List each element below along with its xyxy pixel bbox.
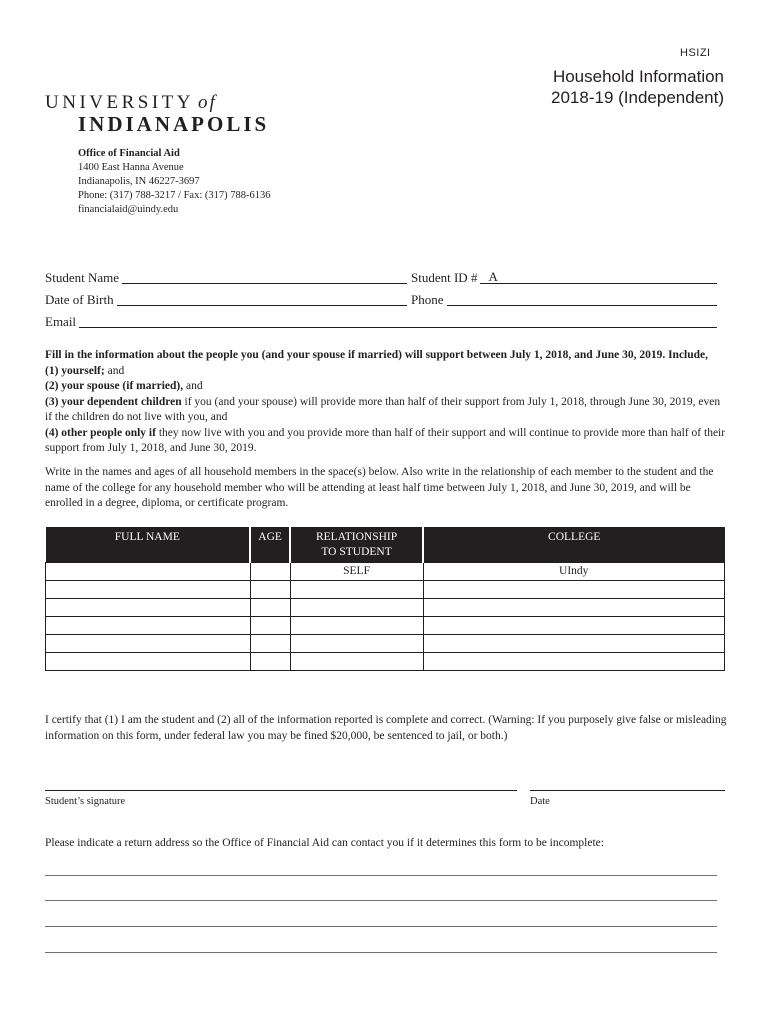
col-full-name: FULL NAME (46, 527, 251, 563)
student-name-field[interactable] (122, 270, 407, 284)
col-relationship: RELATIONSHIP TO STUDENT (290, 527, 423, 563)
household-instructions: Write in the names and ages of all household members in the space(s) below. Also write in the relationship of each member to the student and the name of the college for any household member who will be attending at least half time between July 1, 2018, and June 30, 2019, and will be enrolled in a degree, diploma, or certificate program. (45, 466, 714, 509)
office-phone-fax: Phone: (317) 788-3217 / Fax: (317) 788-6136 (78, 190, 271, 201)
return-address-line[interactable] (45, 952, 717, 953)
student-id-field[interactable] (480, 270, 717, 284)
date-field[interactable] (530, 790, 725, 791)
dob-row (45, 292, 407, 308)
cell-relationship[interactable] (290, 635, 423, 653)
office-email: financialaid@uindy.edu (78, 204, 179, 215)
cell-relationship[interactable] (290, 599, 423, 617)
cell-college[interactable]: UIndy (423, 563, 725, 581)
dob-field[interactable] (117, 292, 407, 306)
instructions (45, 348, 727, 457)
table-row (46, 635, 725, 653)
signature-field[interactable] (45, 790, 517, 791)
cell-full-name[interactable] (46, 599, 251, 617)
cell-age[interactable] (250, 581, 290, 599)
email-field[interactable] (79, 314, 717, 328)
cell-relationship[interactable] (290, 581, 423, 599)
cell-relationship[interactable]: SELF (290, 563, 423, 581)
logo-indianapolis: INDIANAPOLIS (78, 112, 270, 136)
office-info (78, 147, 270, 217)
university-logo (45, 92, 269, 137)
phone-label: Phone (411, 292, 444, 307)
return-address-prompt: Please indicate a return address so the Office of Financial Aid can contact you if it determines this form to be incomplete: (45, 837, 604, 849)
cell-college[interactable] (423, 635, 725, 653)
return-address-line[interactable] (45, 875, 717, 876)
instructions-item3: (3) your dependent children if you (and your spouse) will provide more than half of their support from July 1, 2018, through June 30, 2019, even if the children do not live with you, and (45, 395, 721, 423)
student-name-row (45, 270, 407, 286)
office-name: Office of Financial Aid (78, 148, 180, 159)
email-row (45, 314, 717, 330)
form-title (551, 66, 724, 108)
cell-full-name[interactable] (46, 617, 251, 635)
col-college: COLLEGE (423, 527, 725, 563)
instructions-item2: (2) your spouse (if married), and (45, 380, 203, 392)
table-row (46, 563, 725, 581)
cell-full-name[interactable] (46, 563, 251, 581)
instructions-intro: Fill in the information about the people you (and your spouse if married) will support between July 1, 2018, and June 30, 2019. Include, (45, 349, 709, 361)
cell-college[interactable] (423, 653, 725, 671)
form-code: HSIZI (680, 47, 711, 59)
logo-university: UNIVERSITY (45, 92, 194, 113)
table-row (46, 599, 725, 617)
logo-of: of (198, 92, 217, 113)
form-title-line1: Household Information (552, 67, 724, 86)
col-age: AGE (250, 527, 290, 563)
cell-age[interactable] (250, 563, 290, 581)
cell-full-name[interactable] (46, 653, 251, 671)
cell-age[interactable] (250, 653, 290, 671)
household-table (45, 527, 725, 671)
cell-college[interactable] (423, 599, 725, 617)
office-address2: Indianapolis, IN 46227-3697 (78, 176, 200, 187)
date-label: Date (530, 796, 550, 807)
cell-relationship[interactable] (290, 653, 423, 671)
cell-college[interactable] (423, 617, 725, 635)
cell-age[interactable] (250, 617, 290, 635)
form-title-line2: 2018-19 (Independent) (551, 88, 724, 107)
signature-label: Student’s signature (45, 796, 126, 807)
cell-college[interactable] (423, 581, 725, 599)
cell-age[interactable] (250, 599, 290, 617)
student-id-row (411, 270, 717, 286)
student-id-value: A (488, 269, 498, 284)
email-label: Email (45, 314, 77, 329)
certification-text: I certify that (1) I am the student and (2) all of the information reported is complete and correct. (Warning: If you purposely give false or misleading information on this form, under federal law you may be fined $20,000, be sentenced to jail, or both.) (45, 714, 727, 742)
student-name-label: Student Name (45, 270, 120, 285)
office-address1: 1400 East Hanna Avenue (78, 162, 184, 173)
phone-row (411, 292, 717, 308)
dob-label: Date of Birth (45, 292, 114, 307)
phone-field[interactable] (447, 292, 718, 306)
return-address-line[interactable] (45, 926, 717, 927)
cell-relationship[interactable] (290, 617, 423, 635)
student-id-label: Student ID # (411, 270, 478, 285)
table-row (46, 581, 725, 599)
instructions-item4: (4) other people only if they now live with you and you provide more than half of their support and will continue to provide more than half of their support from July 1, 2018, and June 30, 2019. (45, 426, 726, 454)
table-row (46, 653, 725, 671)
household-table-header (46, 527, 725, 563)
return-address-line[interactable] (45, 900, 717, 901)
cell-age[interactable] (250, 635, 290, 653)
cell-full-name[interactable] (46, 581, 251, 599)
table-row (46, 617, 725, 635)
instructions-item1: (1) yourself; and (45, 364, 125, 377)
cell-full-name[interactable] (46, 635, 251, 653)
